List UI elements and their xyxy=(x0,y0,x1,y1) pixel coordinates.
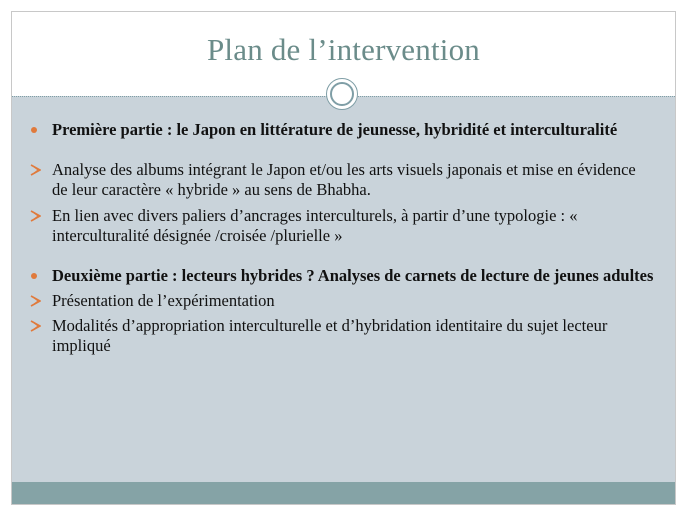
list-item-experimentation xyxy=(12,291,675,311)
list-item-intercultural-levels xyxy=(12,206,675,246)
bullet-dot-icon xyxy=(31,127,37,133)
slide xyxy=(11,11,676,505)
slide-body xyxy=(12,120,675,356)
experimentation-text: Présentation de l’expérimentation xyxy=(52,291,275,310)
intercultural-levels-text: En lien avec divers paliers d’ancrages interculturels, à partir d’une typologie : « interculturalité désignée /croisée /plurielle » xyxy=(52,206,578,245)
list-item-part-two xyxy=(12,266,675,286)
bullet-dot-icon xyxy=(31,273,37,279)
list-item-appropriation xyxy=(12,316,675,356)
slide-title: Plan de l’intervention xyxy=(206,32,480,67)
list-item-part-one xyxy=(12,120,675,140)
list-item-albums-analysis xyxy=(12,160,675,200)
appropriation-text: Modalités d’appropriation interculturelle et d’hybridation identitaire du sujet lecteur impliqué xyxy=(52,316,608,355)
arrow-bullet-icon xyxy=(30,164,41,176)
arrow-bullet-icon xyxy=(30,210,41,222)
arrow-bullet-icon xyxy=(30,295,41,307)
part-one-heading: Première partie : le Japon en littérature de jeunesse, hybridité et interculturalité xyxy=(52,120,618,139)
arrow-bullet-icon xyxy=(30,320,41,332)
circle-ornament-icon xyxy=(326,78,358,110)
footer-bar xyxy=(12,482,675,504)
albums-analysis-text: Analyse des albums intégrant le Japon et/ou les arts visuels japonais et mise en évidence de leur caractère « hybride » au sens de Bhabha. xyxy=(52,160,636,199)
part-two-heading: Deuxième partie : lecteurs hybrides ? Analyses de carnets de lecture de jeunes adultes xyxy=(52,266,654,285)
